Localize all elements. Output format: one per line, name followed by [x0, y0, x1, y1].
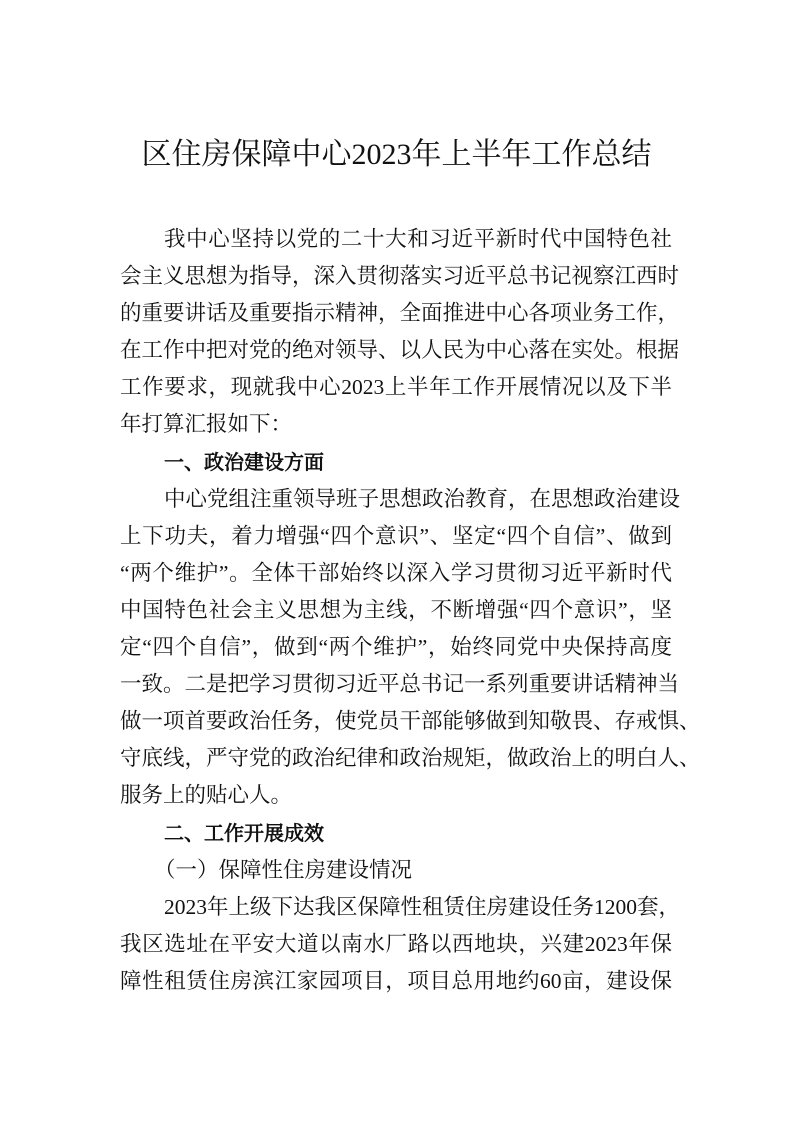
- paragraph-line: 一致。二是把学习贯彻习近平总书记一系列重要讲话精神当: [120, 672, 680, 697]
- paragraph-line: 守底线，严守党的政治纪律和政治规矩，做政治上的明白人、: [120, 746, 701, 771]
- paragraph-line: 障性租赁住房滨江家园项目，项目总用地约60亩，建设保: [120, 968, 672, 993]
- document-body: [120, 221, 701, 1000]
- paragraph-line: 我区选址在平安大道以南水厂路以西地块，兴建2023年保: [120, 931, 672, 956]
- paragraph-line: 定“四个自信”，做到“两个维护”，始终同党中央保持高度: [120, 635, 672, 660]
- paragraph-line: 年打算汇报如下：: [120, 412, 293, 437]
- subsection-heading: （一）保障性住房建设情况: [154, 857, 413, 882]
- paragraph-line: 中国特色社会主义思想为主线，不断增强“四个意识”，坚: [120, 597, 672, 622]
- paragraph-line: 服务上的贴心人。: [120, 783, 293, 808]
- paragraph-line: “两个维护”。全体干部始终以深入学习贯彻习近平新时代: [120, 560, 672, 585]
- section-heading: 一、政治建设方面: [164, 449, 324, 474]
- paragraph-line: 做一项首要政治任务，使党员干部能够做到知敬畏、存戒惧、: [120, 709, 701, 734]
- paragraph-line: 在工作中把对党的绝对领导、以人民为中心落在实处。根据: [120, 338, 680, 363]
- paragraph-line: 上下功夫，着力增强“四个意识”、坚定“四个自信”、做到: [120, 523, 672, 548]
- document-title: 区住房保障中心2023年上半年工作总结: [141, 138, 652, 171]
- paragraph-line: 的重要讲话及重要指示精神，全面推进中心各项业务工作，: [120, 301, 680, 326]
- paragraph-line: 2023年上级下达我区保障性租赁住房建设任务1200套，: [164, 894, 681, 919]
- paragraph-line: 我中心坚持以党的二十大和习近平新时代中国特色社: [164, 227, 672, 251]
- paragraph-line: 工作要求，现就我中心2023上半年工作开展情况以及下半: [120, 375, 672, 400]
- paragraph-line: 中心党组注重领导班子思想政治教育，在思想政治建设: [164, 486, 681, 511]
- section-heading: 二、工作开展成效: [164, 820, 324, 845]
- paragraph-line: 会主义思想为指导，深入贯彻落实习近平总书记视察江西时: [120, 264, 680, 289]
